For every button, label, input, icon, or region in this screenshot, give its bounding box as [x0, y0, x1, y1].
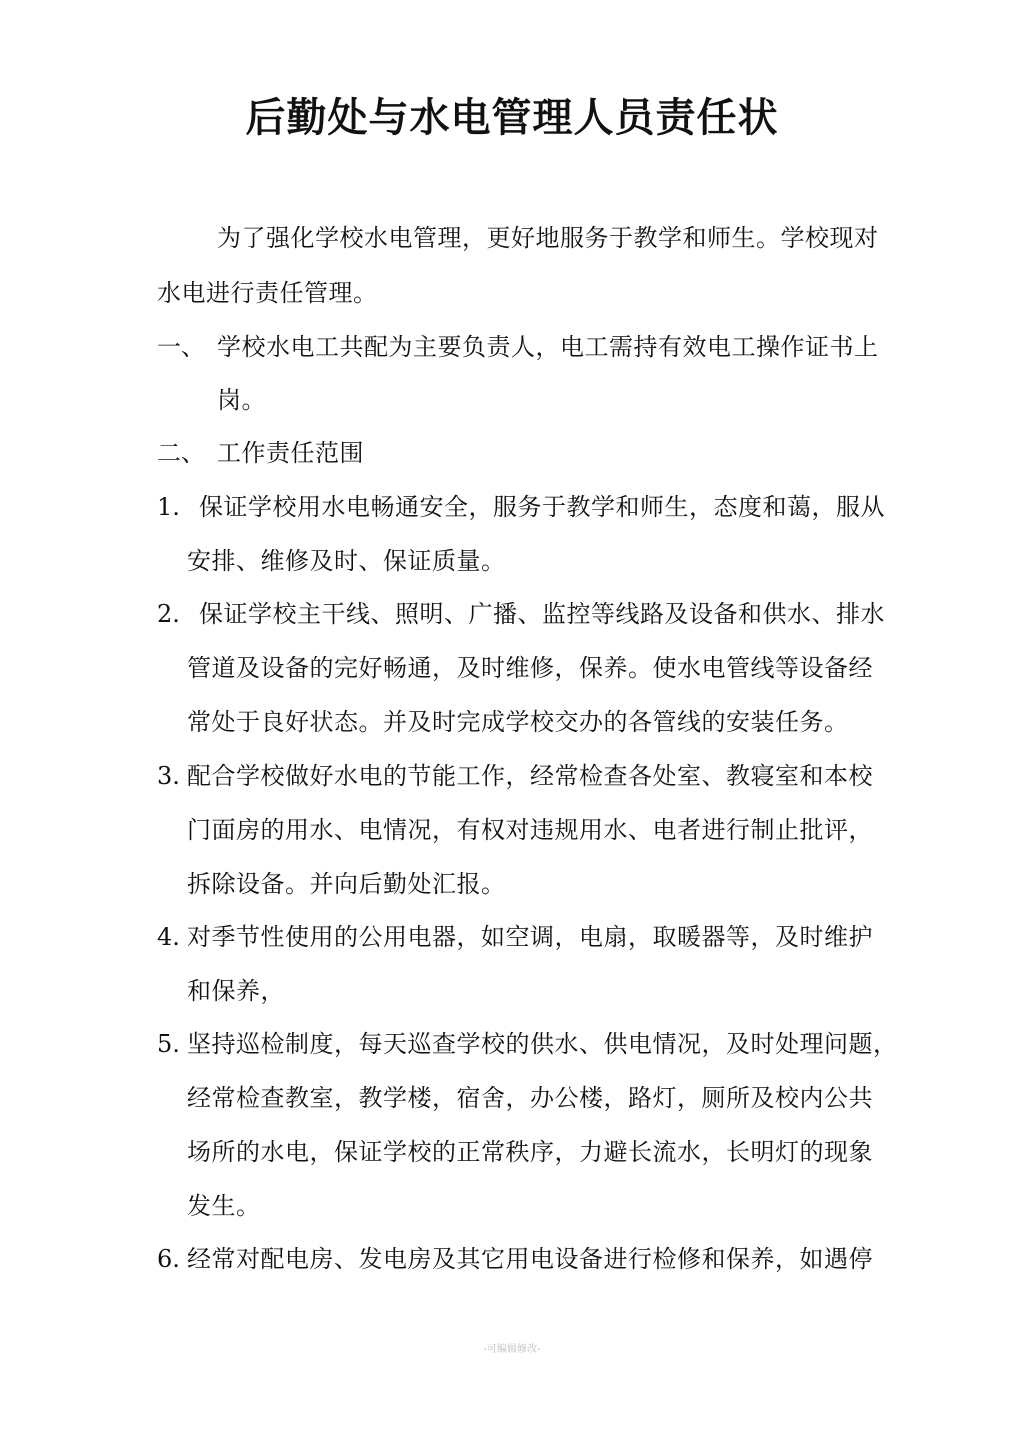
- intro-line: 为了强化学校水电管理，更好地服务于教学和师生。学校现对: [217, 224, 879, 252]
- list-line: 和保养，: [187, 977, 285, 1005]
- section-marker: 二、: [157, 439, 205, 467]
- list-marker: 4.: [157, 923, 180, 951]
- list-marker: 1.: [157, 493, 180, 521]
- list-line: 发生。: [187, 1192, 261, 1220]
- list-line: 坚持巡检制度，每天巡查学校的供水、供电情况，及时处理问题，: [187, 1030, 898, 1058]
- list-line: 经常检查教室，教学楼，宿舍，办公楼，路灯，厕所及校内公共: [187, 1084, 873, 1112]
- list-line: 经常对配电房、发电房及其它用电设备进行检修和保养，如遇停: [187, 1245, 873, 1273]
- list-line: 对季节性使用的公用电器，如空调，电扇，取暖器等，及时维护: [187, 923, 873, 951]
- list-line: 管道及设备的完好畅通，及时维修，保养。使水电管线等设备经: [187, 654, 873, 682]
- list-marker: 3.: [157, 762, 180, 790]
- page-footer: -可编辑修改-: [483, 1344, 541, 1355]
- list-marker: 6.: [157, 1245, 180, 1273]
- list-line: 门面房的用水、电情况，有权对违规用水、电者进行制止批评，: [187, 816, 873, 844]
- document-title: 后勤处与水电管理人员责任状: [245, 95, 779, 141]
- list-line: 场所的水电，保证学校的正常秩序，力避长流水，长明灯的现象: [187, 1138, 873, 1166]
- list-marker: 5.: [157, 1030, 180, 1058]
- list-line: 常处于良好状态。并及时完成学校交办的各管线的安装任务。: [187, 708, 849, 736]
- list-marker: 2.: [157, 600, 180, 628]
- list-line: 拆除设备。并向后勤处汇报。: [187, 870, 506, 898]
- intro-line: 水电进行责任管理。: [157, 279, 378, 307]
- list-line: 保证学校用水电畅通安全，服务于教学和师生，态度和蔼，服从: [199, 493, 885, 521]
- list-line: 配合学校做好水电的节能工作，经常检查各处室、教寝室和本校: [187, 762, 873, 790]
- section-marker: 一、: [157, 333, 205, 361]
- section-line: 学校水电工共配为主要负责人，电工需持有效电工操作证书上: [217, 333, 879, 361]
- section-heading: 工作责任范围: [217, 439, 364, 467]
- section-line: 岗。: [217, 386, 266, 414]
- list-line: 保证学校主干线、照明、广播、监控等线路及设备和供水、排水: [199, 600, 885, 628]
- list-line: 安排、维修及时、保证质量。: [187, 547, 506, 575]
